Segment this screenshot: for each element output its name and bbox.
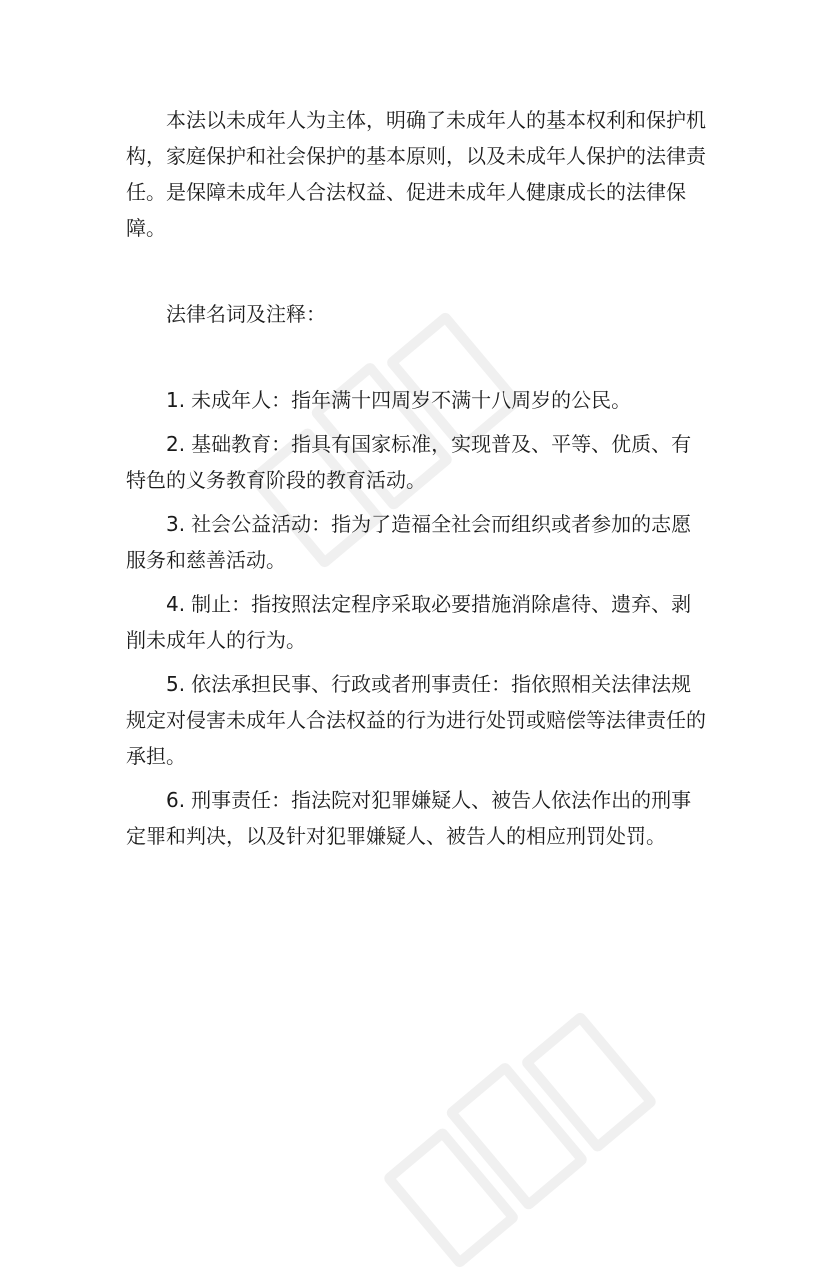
item-number: 5. — [166, 672, 186, 696]
list-item — [126, 666, 706, 774]
list-item — [126, 782, 706, 854]
list-item — [126, 506, 706, 578]
list-item — [126, 426, 706, 498]
item-number: 6. — [166, 788, 186, 812]
list-item — [126, 586, 706, 658]
item-number: 3. — [166, 512, 186, 536]
item-text: 制止：指按照法定程序采取必要措施消除虐待、遗弃、剥削未成年人的行为。 — [126, 592, 692, 652]
intro-paragraph: 本法以未成年人为主体，明确了未成年人的基本权利和保护机构，家庭保护和社会保护的基本原则，以及未成年人保护的法律责任。是保障未成年人合法权益、促进未成年人健康成长的法律保障。 — [126, 108, 706, 240]
item-number: 4. — [166, 592, 186, 616]
item-number: 1. — [166, 388, 186, 412]
item-text: 基础教育：指具有国家标准，实现普及、平等、优质、有特色的义务教育阶段的教育活动。 — [126, 432, 692, 492]
watermark — [369, 995, 671, 1285]
section-heading: 法律名词及注释： — [166, 302, 326, 326]
item-text: 依法承担民事、行政或者刑事责任：指依照相关法律法规规定对侵害未成年人合法权益的行为进行处罚或赔偿等法律责任的承担。 — [126, 672, 706, 768]
list-item — [126, 382, 706, 418]
item-number: 2. — [166, 432, 186, 456]
item-text: 未成年人：指年满十四周岁不满十八周岁的公民。 — [191, 388, 632, 412]
term-list — [126, 382, 706, 854]
item-text: 社会公益活动：指为了造福全社会而组织或者参加的志愿服务和慈善活动。 — [126, 512, 692, 572]
item-text: 刑事责任：指法院对犯罪嫌疑人、被告人依法作出的刑事定罪和判决，以及针对犯罪嫌疑人、被告人的相应刑罚处罚。 — [126, 788, 692, 848]
document-content — [126, 102, 706, 862]
